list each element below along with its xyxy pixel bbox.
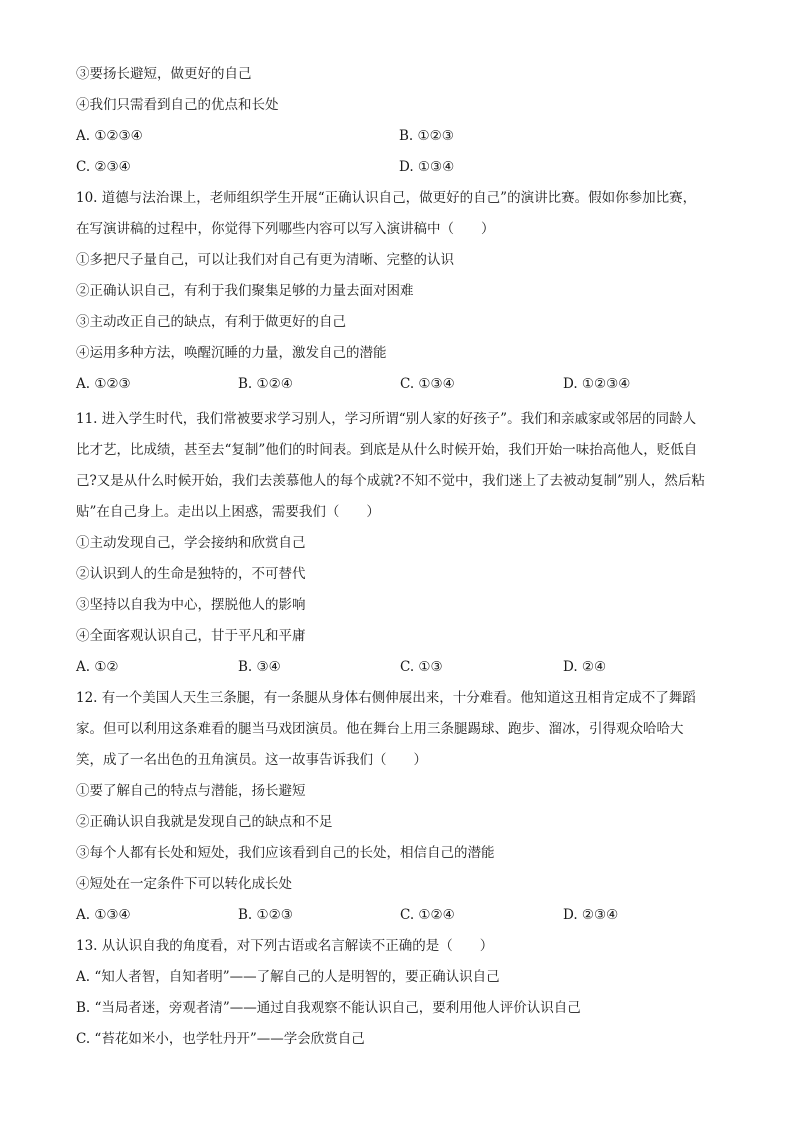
q9-item-3: ③要扬长避短，做更好的自己 bbox=[76, 66, 252, 82]
q10-options bbox=[76, 370, 726, 401]
q10-item-3: ③主动改正自己的缺点，有利于做更好的自己 bbox=[76, 314, 346, 330]
question-13 bbox=[76, 932, 726, 1056]
q10-item-2: ②正确认识自己，有利于我们聚集足够的力量去面对困难 bbox=[76, 283, 414, 299]
q12-stem-line-2: 家。但可以利用这条难看的腿当马戏团演员。他在舞台上用三条腿踢球、跑步、溜冰，引得观众哈哈大 bbox=[76, 721, 684, 737]
q11-stem-line-3: 己?又是从什么时候开始，我们去羡慕他人的每个成就?不知不觉中，我们迷上了去被动复制”别人，然后粘 bbox=[76, 473, 705, 489]
q12-option-d: D. ②③④ bbox=[563, 907, 619, 923]
q10-option-c: C. ①③④ bbox=[400, 376, 455, 392]
q12-stem-line-1: 12. 有一个美国人天生三条腿，有一条腿从身体右侧伸展出来，十分难看。他知道这丑相肯定成不了舞蹈 bbox=[76, 690, 696, 706]
q12-option-b: B. ①②③ bbox=[238, 907, 293, 923]
q12-options bbox=[76, 901, 726, 932]
q11-stem-line-2: 比才艺，比成绩，甚至去“复制”他们的时间表。到底是从什么时候开始，我们开始一味抬高他人，贬低自 bbox=[76, 442, 698, 458]
exam-page bbox=[76, 60, 726, 1056]
q12-stem-line-3: 笑，成了一名出色的丑角演员。这一故事告诉我们（ ） bbox=[76, 752, 427, 768]
question-12 bbox=[76, 684, 726, 932]
q11-item-4: ④全面客观认识自己，甘于平凡和平庸 bbox=[76, 628, 306, 644]
q9-option-b: B. ①②③ bbox=[399, 128, 454, 144]
question-9-continued bbox=[76, 60, 726, 184]
q10-stem-line-1: 10. 道德与法治课上，老师组织学生开展“正确认识自己，做更好的自己”的演讲比赛。假如你参加比赛， bbox=[76, 190, 697, 206]
q12-item-4: ④短处在一定条件下可以转化成长处 bbox=[76, 876, 292, 892]
q9-option-a: A. ①②③④ bbox=[76, 128, 143, 144]
q11-option-a: A. ①② bbox=[76, 659, 119, 675]
q13-option-c: C. “苔花如米小，也学牡丹开”——学会欣赏自己 bbox=[76, 1031, 365, 1047]
q9-options-row-1 bbox=[76, 122, 726, 153]
q10-stem-line-2: 在写演讲稿的过程中，你觉得下列哪些内容可以写入演讲稿中（ ） bbox=[76, 221, 495, 237]
q11-item-2: ②认识到人的生命是独特的，不可替代 bbox=[76, 566, 306, 582]
q13-option-a: A. “知人者智，自知者明”——了解自己的人是明智的，要正确认识自己 bbox=[76, 969, 500, 985]
q11-option-c: C. ①③ bbox=[400, 659, 443, 675]
q12-item-1: ①要了解自己的特点与潜能，扬长避短 bbox=[76, 783, 306, 799]
q12-item-2: ②正确认识自我就是发现自己的缺点和不足 bbox=[76, 814, 333, 830]
q9-item-4: ④我们只需看到自己的优点和长处 bbox=[76, 97, 279, 113]
q12-item-3: ③每个人都有长处和短处，我们应该看到自己的长处，相信自己的潜能 bbox=[76, 845, 495, 861]
q11-item-3: ③坚持以自我为中心，摆脱他人的影响 bbox=[76, 597, 306, 613]
q10-item-4: ④运用多种方法，唤醒沉睡的力量，激发自己的潜能 bbox=[76, 345, 387, 361]
q12-option-a: A. ①③④ bbox=[76, 907, 131, 923]
q10-item-1: ①多把尺子量自己，可以让我们对自己有更为清晰、完整的认识 bbox=[76, 252, 454, 268]
q9-option-d: D. ①③④ bbox=[399, 159, 455, 175]
q9-option-c: C. ②③④ bbox=[76, 159, 131, 175]
question-10 bbox=[76, 184, 726, 401]
q11-stem-line-1: 11. 进入学生时代，我们常被要求学习别人，学习所谓“别人家的好孩子”。我们和亲戚家或邻居的同龄人 bbox=[76, 411, 697, 427]
q11-option-b: B. ③④ bbox=[238, 659, 281, 675]
q12-option-c: C. ①②④ bbox=[400, 907, 455, 923]
q10-option-a: A. ①②③ bbox=[76, 376, 131, 392]
q11-item-1: ①主动发现自己，学会接纳和欣赏自己 bbox=[76, 535, 306, 551]
q13-option-b: B. “当局者迷，旁观者清”——通过自我观察不能认识自己，要利用他人评价认识自己 bbox=[76, 1000, 581, 1016]
q11-stem-line-4: 贴”在自己身上。走出以上困惑，需要我们（ ） bbox=[76, 504, 380, 520]
q11-option-d: D. ②④ bbox=[563, 659, 607, 675]
q13-stem: 13. 从认识自我的角度看，对下列古语或名言解读不正确的是（ ） bbox=[76, 938, 494, 954]
q9-options-row-2 bbox=[76, 153, 726, 184]
question-11 bbox=[76, 405, 726, 684]
q11-options bbox=[76, 653, 726, 684]
q10-option-d: D. ①②③④ bbox=[563, 376, 631, 392]
q10-option-b: B. ①②④ bbox=[238, 376, 293, 392]
